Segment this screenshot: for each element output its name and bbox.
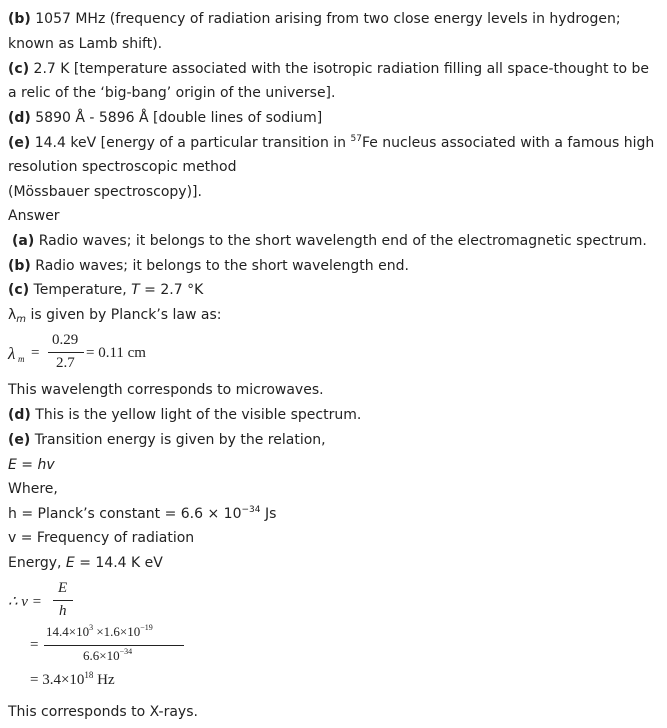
lambda-symbol: λ	[8, 344, 16, 363]
text: 6.6×10	[83, 648, 120, 663]
text: ×1.6×10	[93, 624, 141, 639]
microwave-line	[8, 381, 324, 399]
text: v = Frequency of radiation	[8, 530, 195, 546]
denominator	[83, 648, 132, 664]
question-b-cont	[8, 35, 162, 53]
subscript: m	[18, 354, 25, 364]
subscript: m	[16, 314, 27, 325]
energy-line	[8, 554, 163, 572]
text: This is the yellow light of the visible spectrum.	[30, 407, 362, 423]
text: Radio waves; it belongs to the short wavelength end.	[30, 258, 409, 274]
superscript: −34	[119, 647, 133, 656]
energy-symbol: E	[65, 555, 75, 571]
numerator: 0.29	[52, 332, 79, 348]
equation-lambda	[8, 332, 208, 374]
label: (b)	[8, 11, 31, 27]
text: E = hv	[8, 457, 55, 473]
numerator: E	[58, 580, 68, 596]
text: 1057 MHz (frequency of radiation arising from two close energy levels in hydrogen;	[30, 11, 621, 27]
text: 5890 Å - 5896 Å [double lines of sodium]	[30, 110, 323, 126]
label: (c)	[8, 282, 30, 298]
text: 14.4 keV [energy of a particular transition in	[30, 135, 351, 151]
question-e	[8, 134, 654, 152]
label: (e)	[8, 135, 31, 151]
result: = 0.11 cm	[86, 345, 146, 361]
text: = 2.7 °K	[139, 282, 204, 298]
text: 14.4×10	[46, 624, 90, 639]
label: (a)	[12, 233, 35, 249]
answer-c	[8, 281, 203, 299]
text: 2.7 K [temperature associated with the isotropic radiation filling all space-thought to be	[29, 61, 649, 77]
text: Js	[260, 506, 277, 522]
equals: =	[31, 345, 40, 361]
text: Hz	[93, 672, 115, 688]
text: h = Planck’s constant = 6.6 × 10	[8, 506, 242, 522]
text: Temperature,	[29, 282, 132, 298]
label: (d)	[8, 110, 31, 126]
text: known as Lamb shift).	[8, 36, 163, 52]
lambda-line	[8, 306, 222, 324]
superscript: 57	[350, 134, 362, 144]
text: is given by Planck’s law as:	[26, 307, 222, 323]
lhs: ∴ ν =	[8, 594, 42, 610]
text: = 3.4×10	[30, 672, 85, 688]
answer-heading	[8, 207, 60, 225]
text: a relic of the ‘big-bang’ origin of the universe].	[8, 85, 336, 101]
superscript: −34	[241, 505, 261, 515]
denominator: 2.7	[56, 355, 75, 371]
label: (e)	[8, 432, 31, 448]
text: (Mössbauer spectroscopy)].	[8, 184, 202, 200]
xrays-line	[8, 703, 198, 721]
fraction-bar	[48, 352, 84, 353]
answer-e	[8, 431, 326, 449]
answer-a	[12, 232, 647, 250]
text: This corresponds to X-rays.	[8, 704, 198, 720]
question-e-cont	[8, 158, 237, 176]
answer-b	[8, 257, 409, 275]
fraction-bar	[53, 600, 73, 601]
label: (c)	[8, 61, 30, 77]
fraction-bar	[44, 645, 184, 646]
superscript: −19	[140, 623, 153, 632]
answer-d	[8, 406, 361, 424]
equation-substitution	[30, 624, 200, 668]
e-hv-line	[8, 456, 55, 474]
text: Energy,	[8, 555, 66, 571]
temperature-symbol: T	[131, 282, 140, 298]
question-e-cont2	[8, 183, 202, 201]
text: Radio waves; it belongs to the short wavelength end of the electromagnetic spectrum.	[34, 233, 647, 249]
superscript: 3	[89, 623, 94, 632]
lambda-symbol: λ	[8, 307, 17, 323]
text: This wavelength corresponds to microwaves.	[8, 382, 324, 398]
denominator: h	[59, 603, 67, 619]
equation-frequency	[8, 580, 128, 622]
text: Where,	[8, 481, 58, 497]
text: Transition energy is given by the relation,	[30, 432, 326, 448]
result	[30, 672, 115, 689]
planck-line	[8, 505, 276, 523]
question-b	[8, 10, 621, 28]
frequency-line	[8, 529, 194, 547]
numerator	[46, 624, 153, 640]
superscript: 18	[84, 670, 94, 680]
label: (b)	[8, 258, 31, 274]
equation-result	[30, 672, 170, 694]
text: = 14.4 K eV	[74, 555, 163, 571]
question-c-cont	[8, 84, 335, 102]
label: (d)	[8, 407, 31, 423]
where-line	[8, 480, 58, 498]
text: Answer	[8, 208, 60, 224]
equals: =	[30, 637, 39, 653]
question-c	[8, 60, 649, 78]
text: resolution spectroscopic method	[8, 159, 237, 175]
text: Fe nucleus associated with a famous high	[361, 135, 655, 151]
question-d	[8, 109, 322, 127]
